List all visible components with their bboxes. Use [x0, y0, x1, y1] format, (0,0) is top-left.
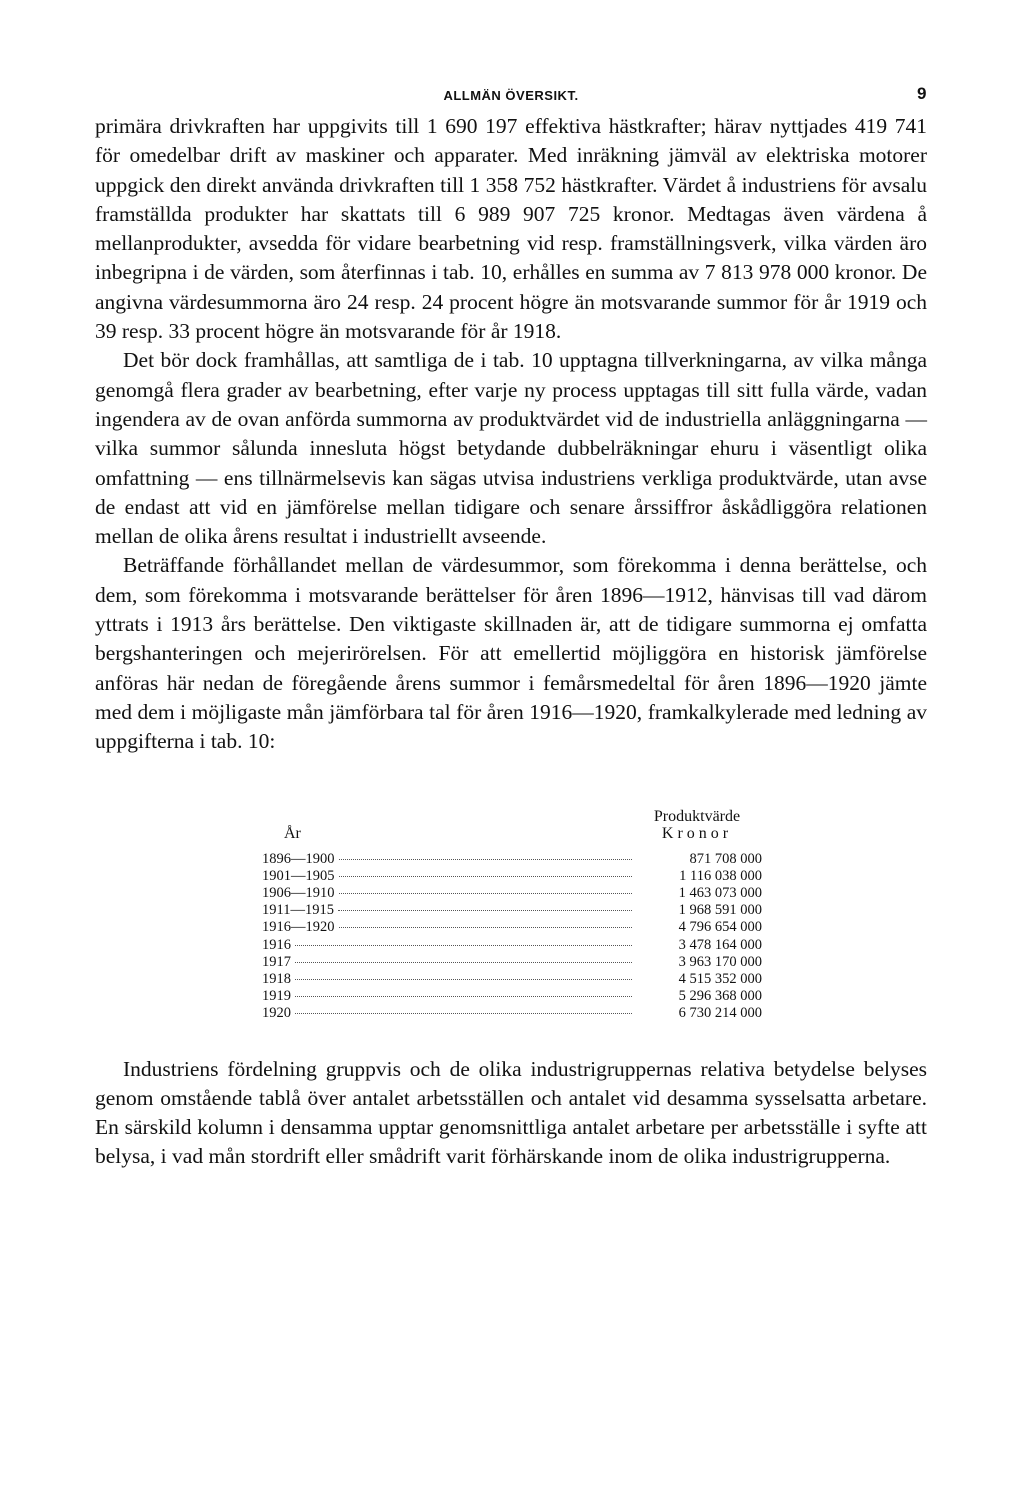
table-row	[262, 971, 762, 988]
row-year: 1896—1900	[262, 850, 335, 867]
leader-dots	[339, 876, 633, 877]
column-header-value-label: Produktvärde	[653, 808, 741, 826]
leader-dots	[339, 927, 633, 928]
table-header	[262, 799, 762, 843]
leader-dots	[339, 859, 633, 860]
document-page	[95, 84, 927, 1172]
leader-dots	[295, 996, 632, 997]
table-row	[262, 851, 762, 868]
paragraph-1: primära drivkraften har uppgivits till 1 690 197 effektiva hästkrafter; härav nyttjades 419 741 för omedelbar drift av maskiner och apparater. Med inräkning jämväl av elektriska motorer uppgick den direkt använda drivkraften till 1 358 752 hästkrafter. Värdet å industriens för avsalu framställda produkter har skattats till 6 989 907 725 kronor. Medtagas även värdena å mellanprodukter, avsedda för vidare bearbetning vid resp. framställningsverk, vilka värden äro inbegripna i de värden, som återfinnas i tab. 10, erhålles en summa av 7 813 978 000 kronor. De angivna värdesummorna äro 24 resp. 24 procent högre än motsvarande summor för år 1919 och 39 resp. 33 procent högre än motsvarande för år 1918.	[95, 114, 927, 344]
row-value: 871 708 000	[689, 850, 762, 867]
table-row	[262, 885, 762, 902]
leader-dots	[295, 945, 632, 946]
leader-dots	[338, 910, 632, 911]
row-value: 6 730 214 000	[678, 1005, 762, 1022]
row-year: 1911—1915	[262, 902, 334, 919]
running-header	[95, 84, 927, 112]
column-header-value	[632, 808, 762, 842]
leader-dots	[339, 893, 633, 894]
table-row	[262, 868, 762, 885]
row-year: 1916—1920	[262, 919, 335, 936]
row-value: 1 463 073 000	[678, 884, 762, 901]
row-year: 1917	[262, 953, 291, 970]
row-year: 1906—1910	[262, 884, 335, 901]
column-header-year: År	[284, 825, 301, 843]
row-year: 1919	[262, 988, 291, 1005]
row-value: 4 515 352 000	[678, 970, 762, 987]
paragraph-3: Beträffande förhållandet mellan de värdesummor, som förekomma i denna berättelse, och dem, som förekomma i motsvarande berättelser för åren 1896—1912, hänvisas till vad därom yttrats i 1913 års berättelse. Den viktigaste skillnaden är, att de tidigare summorna ej omfatta bergshanteringen och mejerirörelsen. För att emellertid möjliggöra en historisk jämförelse anföras här nedan de föregående årens summor i femårsmedeltal för åren 1896—1920 jämte med dem i möjligaste mån jämförbara tal för åren 1916—1920, framkalkylerade med ledning av uppgifterna i tab. 10:	[95, 553, 927, 754]
row-year: 1920	[262, 1005, 291, 1022]
table-row	[262, 902, 762, 919]
leader-dots	[295, 979, 632, 980]
paragraph-closing: Industriens fördelning gruppvis och de olika industrigruppernas relativa betydelse belyses genom omstående tablå över antalet arbetsställen och antalet vid desamma sysselsatta arbetare. En särskild kolumn i densamma upptar genomsnittliga antalet arbetare per arbetsställe i syfte att belysa, i vad mån stordrift eller smådrift varit förhärskande inom de olika industrigrupperna.	[95, 1056, 927, 1169]
table-row	[262, 954, 762, 971]
row-value: 1 968 591 000	[678, 902, 762, 919]
row-value: 4 796 654 000	[678, 919, 762, 936]
leader-dots	[295, 1013, 632, 1014]
table-row	[262, 988, 762, 1005]
table-row	[262, 919, 762, 936]
row-year: 1916	[262, 936, 291, 953]
table-row	[262, 1005, 762, 1022]
row-value: 5 296 368 000	[678, 988, 762, 1005]
row-value: 1 116 038 000	[679, 867, 762, 884]
running-title: ALLMÄN ÖVERSIKT.	[443, 88, 579, 103]
paragraph-2: Det bör dock framhållas, att samtliga de i tab. 10 upptagna tillverkningarna, av vilka många genomgå flera grader av bearbetning, efter varje ny process upptagas till sitt fulla värde, vadan ingendera av de ovan anförda summorna av produktvärdet vid de industriella anläggningarna — vilka summor sålunda innesluta högst betydande dubbelräkningar ehuru i väsentligt olika omfattning — ens tillnärmelsevis kan sägas utvisa industriens verkliga produktvärde, utan avse de endast att vid en jämförelse mellan tidigare och senare årssiffror åskådliggöra relationen mellan de olika årens resultat i industriellt avseende.	[95, 348, 927, 549]
page-number: 9	[917, 84, 927, 103]
column-header-value-unit: Kronor	[661, 825, 733, 843]
row-year: 1901—1905	[262, 867, 335, 884]
leader-dots	[295, 962, 632, 963]
row-value: 3 478 164 000	[678, 936, 762, 953]
production-value-table	[262, 799, 762, 1023]
table-row	[262, 937, 762, 954]
row-year: 1918	[262, 970, 291, 987]
row-value: 3 963 170 000	[678, 953, 762, 970]
